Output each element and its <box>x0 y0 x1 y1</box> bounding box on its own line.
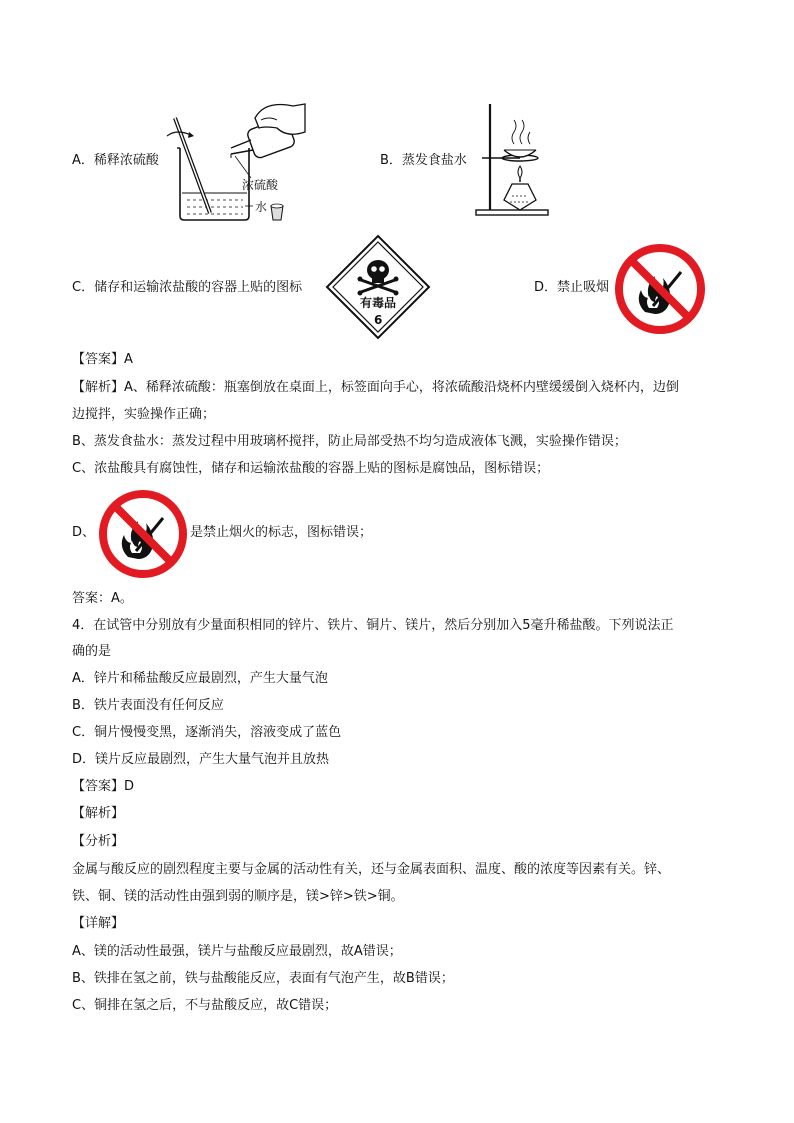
q3-d-prefix: D、 <box>72 525 96 540</box>
q4-xiangjie-line: C、铜排在氢之后，不与盐酸反应，故C错误； <box>72 998 338 1013</box>
q4-fenxi-line: 金属与酸反应的剧烈程度主要与金属的活动性有关，还与金属表面积、温度、酸的浓度等因素有关。锌、 <box>72 862 671 877</box>
no-smoking-icon <box>613 242 707 336</box>
dilute-acid-figure <box>165 98 315 228</box>
q4-fenxi-label: 【分析】 <box>72 834 125 849</box>
option-a-text: A．稀释浓硫酸 <box>72 153 159 168</box>
q4-stem-line: 4．在试管中分别放有少量面积相同的锌片、铁片、铜片、镁片，然后分别加入5毫升稀盐酸。下列说法正 <box>72 618 674 633</box>
q3-analysis-line: B、蒸发食盐水：蒸发过程中用玻璃杯搅拌，防止局部受热不均匀造成液体飞溅，实验操作错误； <box>72 434 627 449</box>
q4-option: B．铁片表面没有任何反应 <box>72 698 224 713</box>
q4-option: D．镁片反应最剧烈，产生大量气泡并且放热 <box>72 752 330 767</box>
q3-d-suffix: 是禁止烟火的标志，图标错误； <box>190 525 373 540</box>
option-b-text: B．蒸发食盐水 <box>380 153 467 168</box>
q3-analysis-line: 【解析】A、稀释浓硫酸：瓶塞倒放在桌面上，标签面向手心，将浓硫酸沿烧杯内壁缓缓倒入烧杯内，边倒 <box>72 380 679 395</box>
evaporation-figure <box>472 100 552 218</box>
poison-sign-text: 有毒品 <box>359 296 396 310</box>
q4-xiangjie-line: B、铁排在氢之前，铁与盐酸能反应，表面有气泡产生，故B错误； <box>72 971 454 986</box>
poison-sign-number: 6 <box>374 313 383 327</box>
option-d-text: D．禁止吸烟 <box>534 280 610 295</box>
q4-xiangjie-label: 【详解】 <box>72 916 125 931</box>
q3-final-answer: 答案：A。 <box>72 591 133 606</box>
q4-xiangjie-line: A、镁的活动性最强，镁片与盐酸反应最剧烈，故A错误； <box>72 944 402 959</box>
q4-stem-line: 确的是 <box>72 644 112 659</box>
q4-answer: 【答案】D <box>72 779 135 794</box>
q4-option: A．锌片和稀盐酸反应最剧烈，产生大量气泡 <box>72 671 328 686</box>
q3-analysis-line: 边搅拌，实验操作正确； <box>72 407 216 422</box>
q3-answer: 【答案】A <box>72 352 133 367</box>
q4-analysis-label: 【解析】 <box>72 806 125 821</box>
q4-option: C．铜片慢慢变黑，逐渐消失，溶液变成了蓝色 <box>72 725 342 740</box>
no-fire-icon <box>97 488 189 580</box>
water-label: 水 <box>255 200 268 214</box>
q4-fenxi-line: 铁、铜、镁的活动性由强到弱的顺序是，镁>锌>铁>铜。 <box>72 889 404 904</box>
acid-label: 浓硫酸 <box>242 178 279 192</box>
option-c-text: C．储存和运输浓盐酸的容器上贴的图标 <box>72 280 303 295</box>
q3-analysis-line: C、浓盐酸具有腐蚀性，储存和运输浓盐酸的容器上贴的图标是腐蚀品，图标错误； <box>72 461 550 476</box>
